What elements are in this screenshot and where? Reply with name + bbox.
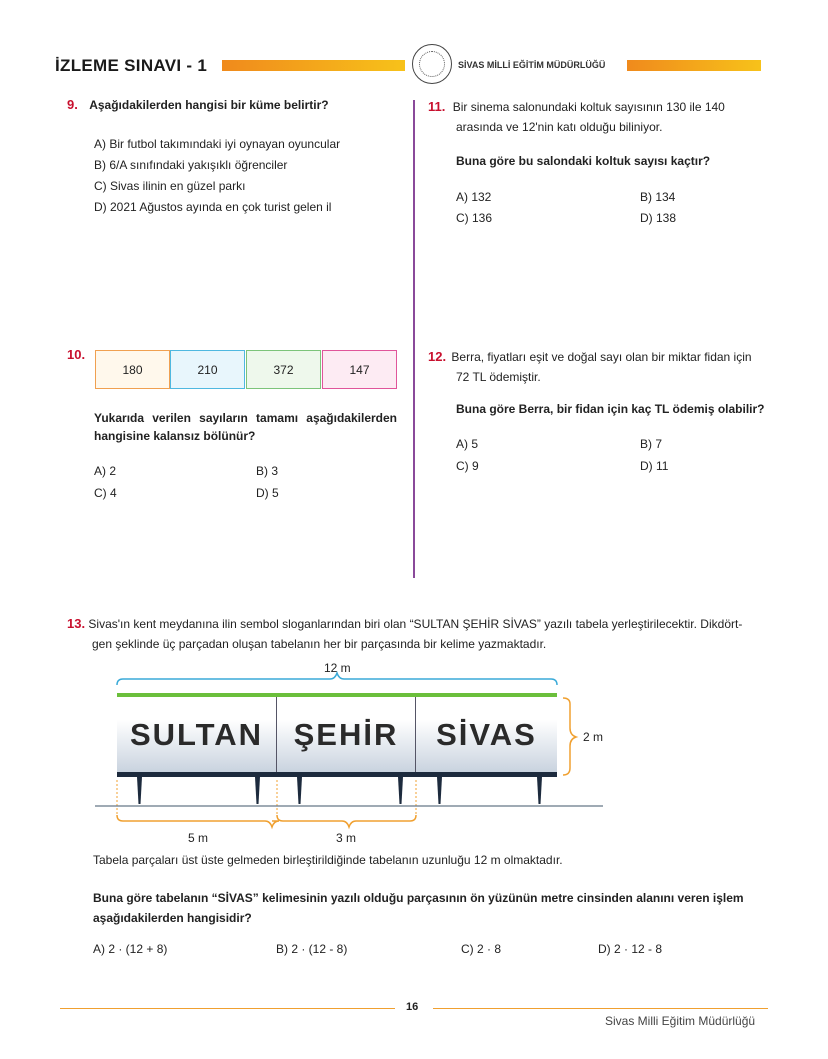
- option-c[interactable]: C) 9: [456, 459, 479, 473]
- question-number: 12.: [428, 349, 447, 364]
- prompt-line: Buna göre tabelanın “SİVAS” kelimesinin yazılı olduğu parçasının ön yüzünün metre cinsinden alanını veren işlem: [93, 891, 744, 905]
- sign-panel-sehir: ŞEHİR: [277, 697, 416, 772]
- option-c[interactable]: C) Sivas ilinin en güzel parkı: [94, 179, 246, 193]
- option-b[interactable]: B) 3: [256, 464, 279, 478]
- option-d[interactable]: D) 11: [640, 459, 669, 473]
- option-d[interactable]: D) 138: [640, 211, 677, 225]
- footer-line-right: [433, 1008, 768, 1009]
- question-number: 9.: [67, 97, 78, 112]
- question-text: Berra, fiyatları eşit ve doğal sayı olan bir miktar fidan için: [451, 350, 752, 364]
- sign-panel-sivas: SİVAS: [436, 716, 537, 752]
- first-width-label: 5 m: [188, 831, 209, 845]
- question-text: arasında ve 12'nin katı olduğu biliniyor.: [456, 120, 663, 134]
- option-a[interactable]: A) Bir futbol takımındaki iyi oynayan oyuncular: [94, 137, 341, 151]
- option-b[interactable]: B) 6/A sınıfındaki yakışıklı öğrenciler: [94, 158, 288, 172]
- option-c[interactable]: C) 4: [94, 486, 117, 500]
- header-org: SİVAS MİLLİ EĞİTİM MÜDÜRLÜĞÜ: [458, 60, 606, 70]
- total-width-label: 12 m: [324, 661, 351, 675]
- sign-note: Tabela parçaları üst üste gelmeden birleştirildiğinde tabelanın uzunluğu 12 m olmaktadır.: [93, 853, 563, 867]
- option-a[interactable]: A) 2: [94, 464, 117, 478]
- number-box: 180: [95, 350, 170, 389]
- question-number: 10.: [67, 347, 86, 362]
- number-box: 372: [246, 350, 321, 389]
- second-width-label: 3 m: [336, 831, 357, 845]
- option-d[interactable]: D) 5: [256, 486, 279, 500]
- question-text: 72 TL ödemiştir.: [456, 370, 541, 384]
- question-prompt: [93, 888, 744, 928]
- footer-org: Sivas Milli Eğitim Müdürlüğü: [605, 1014, 756, 1028]
- option-a[interactable]: A) 5: [456, 437, 479, 451]
- question-text: Sivas'ın kent meydanına ilin sembol sloganlarından biri olan “SULTAN ŞEHİR SİVAS” yazılı tabela yerleştirilecektir. Dikdört-: [88, 617, 743, 631]
- prompt-line: aşağıdakilerden hangisidir?: [93, 911, 252, 925]
- option-d[interactable]: D) 2021 Ağustos ayında en çok turist gelen il: [94, 200, 332, 214]
- option-b[interactable]: B) 134: [640, 190, 676, 204]
- question-text: Bir sinema salonundaki koltuk sayısının 130 ile 140: [452, 100, 725, 114]
- sign-panel-sultan: SULTAN: [117, 697, 277, 772]
- first-width-brace: [117, 815, 279, 827]
- height-label: 2 m: [583, 730, 604, 744]
- question-text: gen şeklinde üç parçadan oluşan tabelanın her bir parçasında bir kelime yazmaktadır.: [92, 637, 547, 651]
- question-number: 11.: [428, 99, 446, 114]
- second-width-brace: [277, 815, 416, 827]
- question-prompt: Buna göre bu salondaki koltuk sayısı kaçtır?: [456, 154, 711, 168]
- question-text: Aşağıdakilerden hangisi bir küme belirtir?: [89, 98, 329, 112]
- question-number: 13.: [67, 616, 86, 631]
- option-b[interactable]: B) 2 · (12 - 8): [276, 942, 348, 956]
- footer-line-left: [60, 1008, 395, 1009]
- option-a[interactable]: A) 132: [456, 190, 492, 204]
- exam-title: İZLEME SINAVI - 1: [55, 56, 208, 75]
- question-prompt: Buna göre Berra, bir fidan için kaç TL ödemiş olabilir?: [456, 402, 765, 416]
- option-c[interactable]: C) 2 · 8: [461, 942, 502, 956]
- prompt-line: Yukarıda verilen sayıların tamamı aşağıdakilerden: [94, 411, 397, 425]
- height-brace: [563, 698, 576, 775]
- page-number: 16: [406, 1001, 419, 1013]
- number-box: 210: [170, 350, 245, 389]
- option-a[interactable]: A) 2 · (12 + 8): [93, 942, 168, 956]
- option-c[interactable]: C) 136: [456, 211, 493, 225]
- prompt-line: hangisine kalansız bölünür?: [94, 429, 256, 443]
- sign-board: [117, 693, 557, 777]
- option-d[interactable]: D) 2 · 12 - 8: [598, 942, 663, 956]
- number-box: 147: [322, 350, 397, 389]
- option-b[interactable]: B) 7: [640, 437, 663, 451]
